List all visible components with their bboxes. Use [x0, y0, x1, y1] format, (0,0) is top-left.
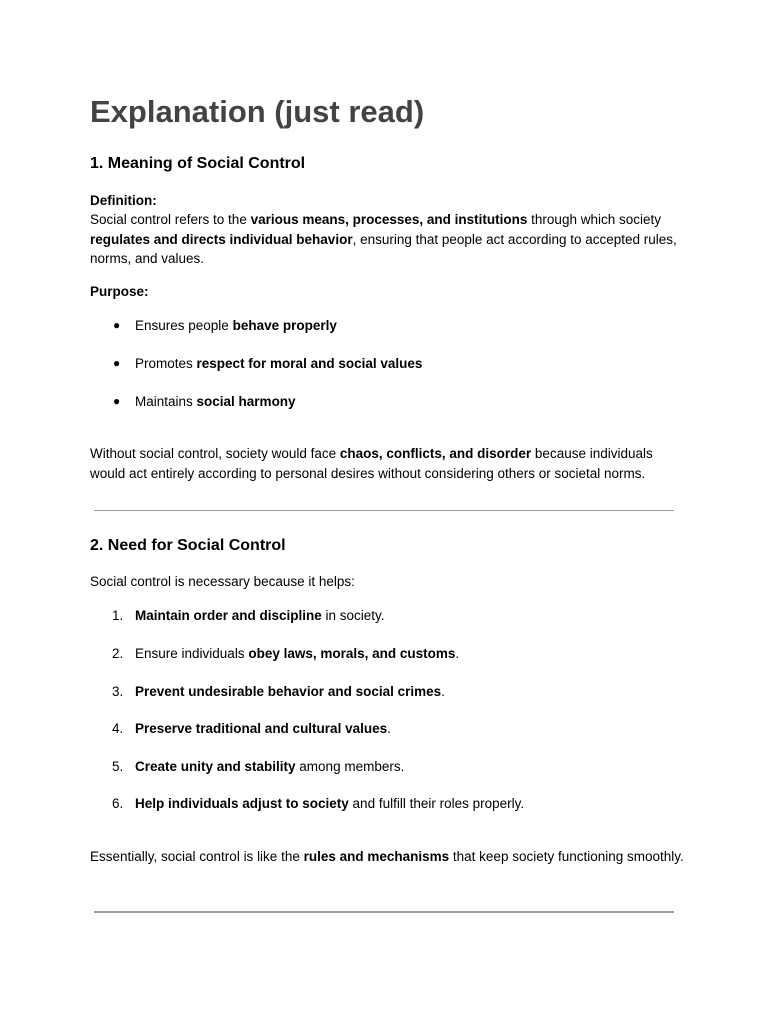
list-number: 4. [112, 721, 124, 736]
list-number: 6. [112, 796, 124, 811]
list-number: 5. [112, 759, 124, 774]
definition-text-1: Social control refers to the [90, 212, 251, 227]
conclusion-bold-1: rules and mechanisms [303, 849, 450, 864]
conclusion-text-2: that keep society functioning smoothly. [449, 849, 684, 864]
purpose-label: Purpose: [90, 284, 149, 299]
purpose-text-pre: Maintains [135, 394, 197, 409]
definition-paragraph [90, 210, 690, 269]
conclusion-bold-1: chaos, conflicts, and disorder [339, 446, 532, 461]
section-1-heading: 1. Meaning of Social Control [90, 155, 306, 172]
definition-bold-1: various means, processes, and institutions [250, 212, 528, 227]
section-2-conclusion [90, 847, 690, 867]
page-title: Explanation (just read) [90, 94, 425, 129]
section-divider [94, 510, 674, 511]
need-text-bold: Create unity and stability [135, 759, 296, 774]
need-text-bold: Prevent undesirable behavior and social crimes [135, 684, 442, 699]
conclusion-text-2: because individuals would act entirely according to personal desires without considering others or societal norms. [90, 446, 653, 481]
need-text-post: among members. [295, 759, 405, 774]
need-text-post: and fulfill their roles properly. [348, 796, 525, 811]
conclusion-text-1: Without social control, society would face [90, 446, 340, 461]
need-text-post: . [455, 646, 460, 661]
need-text-bold: Preserve traditional and cultural values [135, 721, 388, 736]
section-2-heading: 2. Need for Social Control [90, 537, 286, 554]
bullet-icon: ● [113, 394, 121, 408]
need-text-pre: Ensure individuals [135, 646, 249, 661]
need-text-bold: Maintain order and discipline [135, 608, 322, 623]
purpose-text-bold: social harmony [196, 394, 296, 409]
section-2-intro: Social control is necessary because it helps: [90, 574, 355, 589]
definition-label: Definition: [90, 193, 157, 208]
definition-text-2: through which society [527, 212, 661, 227]
list-number: 1. [112, 608, 124, 623]
need-text-post: . [387, 721, 391, 736]
section-1-conclusion [90, 444, 690, 483]
need-text-bold: obey laws, morals, and customs [248, 646, 456, 661]
bullet-icon: ● [113, 318, 121, 332]
need-text-bold: Help individuals adjust to society [135, 796, 349, 811]
conclusion-text-1: Essentially, social control is like the [90, 849, 304, 864]
purpose-text-bold: respect for moral and social values [196, 356, 423, 371]
list-number: 2. [112, 646, 124, 661]
need-text-post: . [441, 684, 445, 699]
need-text-post: in society. [321, 608, 385, 623]
purpose-text-pre: Promotes [135, 356, 197, 371]
purpose-text-pre: Ensures people [135, 318, 233, 333]
list-number: 3. [112, 684, 124, 699]
purpose-text-bold: behave properly [232, 318, 337, 333]
definition-text-3: , ensuring that people act according to accepted rules, norms, and values. [90, 231, 677, 266]
definition-bold-2: regulates and directs individual behavior [90, 231, 353, 247]
bullet-icon: ● [113, 356, 121, 370]
section-divider [94, 911, 674, 913]
